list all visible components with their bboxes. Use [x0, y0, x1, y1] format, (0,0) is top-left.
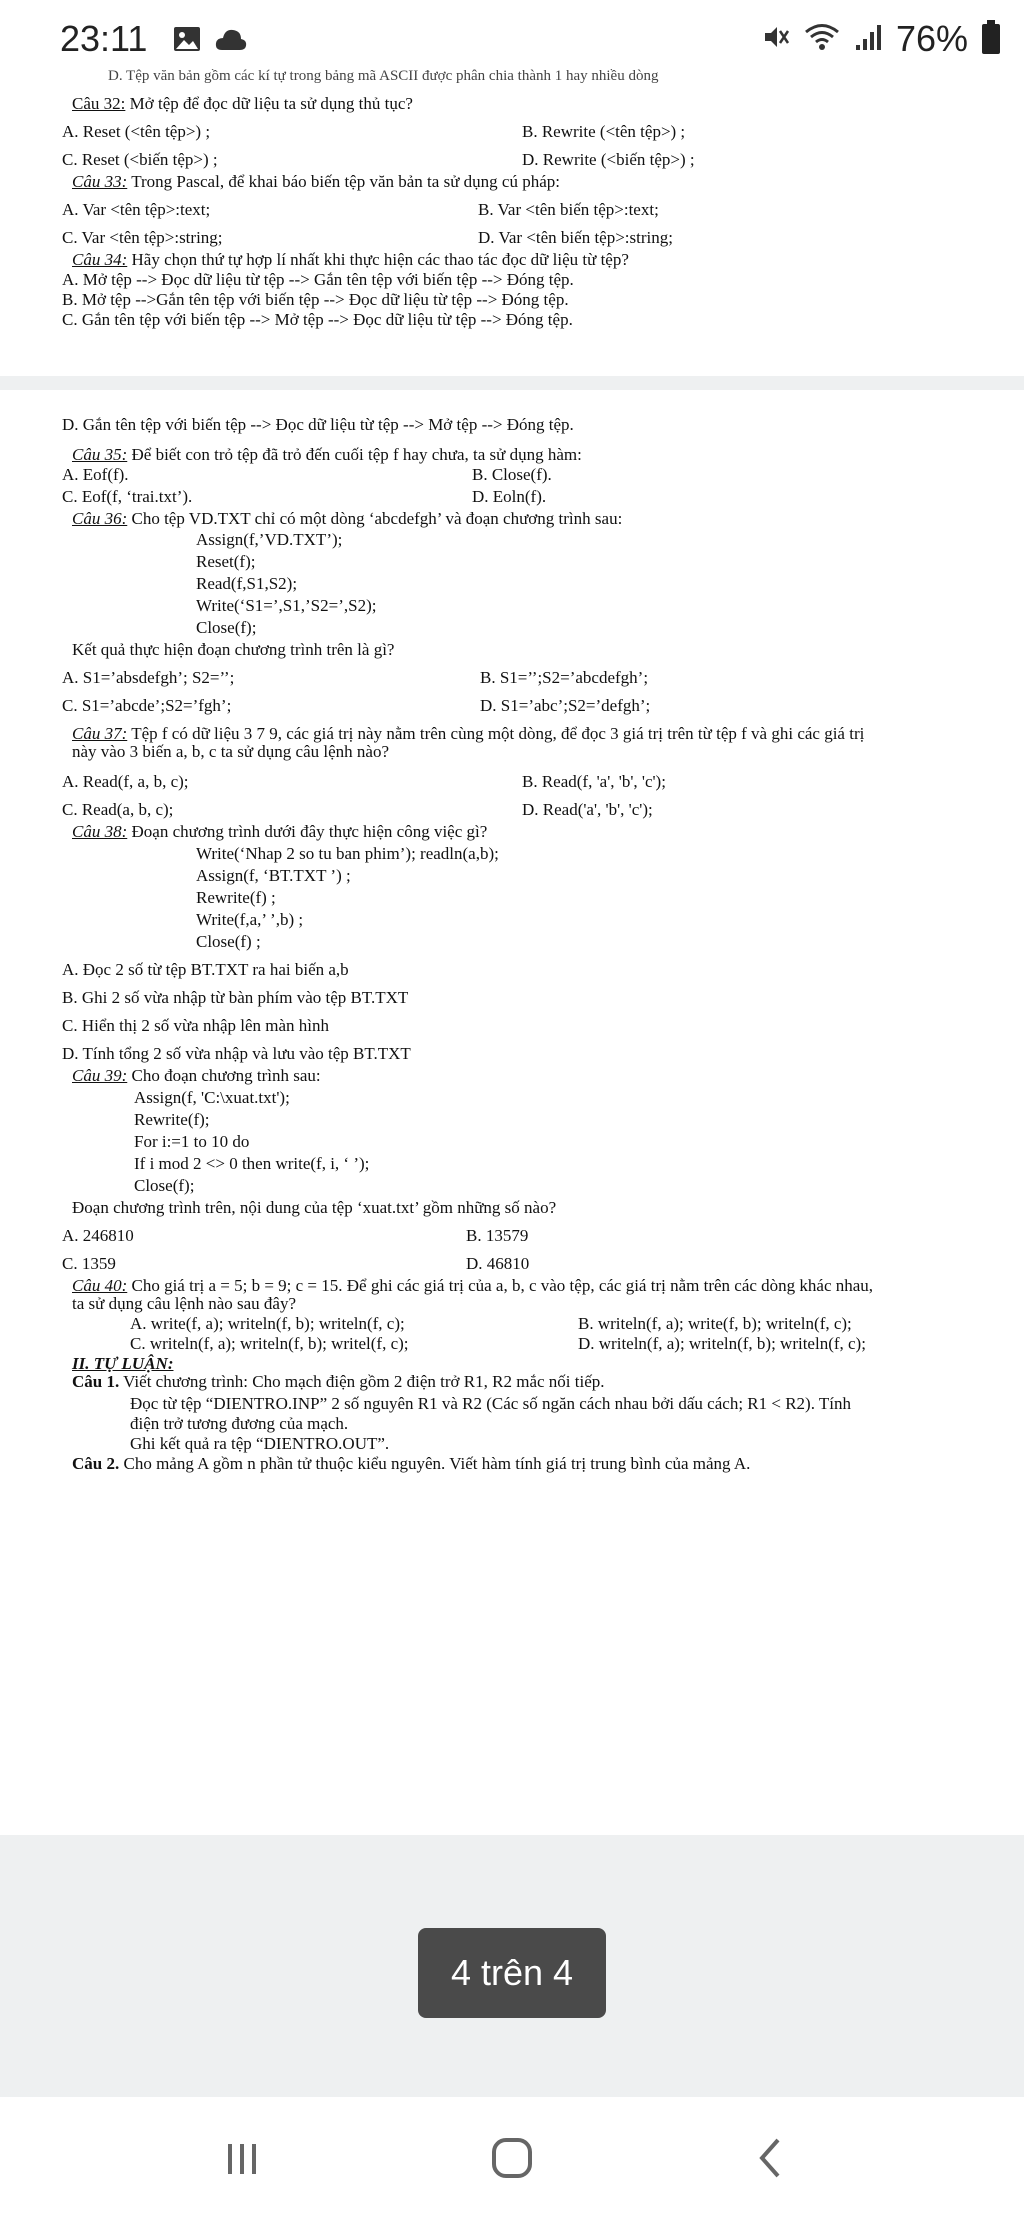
part-2-heading: II. TỰ LUẬN:: [72, 1354, 174, 1373]
option-c: C. Eof(f, ‘trai.txt’).: [62, 487, 193, 506]
option-a: A. Read(f, a, b, c);: [62, 772, 189, 791]
document-page-4: [0, 390, 1024, 1835]
gallery-icon: [172, 24, 202, 59]
cut-line: D. Tệp văn bản gồm các kí tự trong bảng mã ASCII được phân chia thành 1 hay nhiều dòng: [108, 68, 659, 84]
code-line: Write(‘S1=’,S1,’S2=’,S2);: [196, 596, 377, 615]
code-line: Assign(f,’VD.TXT’);: [196, 530, 343, 549]
option-a: A. S1=’absdefgh’; S2=’’;: [62, 668, 235, 687]
option-c: C. Read(a, b, c);: [62, 800, 174, 819]
option-b: B. 13579: [466, 1226, 529, 1245]
question-39: Câu 39: Cho đoạn chương trình sau:: [72, 1066, 321, 1085]
option-c: C. Hiển thị 2 số vừa nhập lên màn hình: [62, 1016, 330, 1035]
option-d: D. Tính tổng 2 số vừa nhập và lưu vào tệp BT.TXT: [62, 1044, 411, 1063]
back-icon: [752, 2136, 792, 2180]
cloud-icon: [214, 26, 248, 57]
option-b: B. Ghi 2 số vừa nhập từ bàn phím vào tệp BT.TXT: [62, 988, 409, 1007]
code-line: Rewrite(f);: [134, 1110, 210, 1129]
option-c: C. S1=’abcde’;S2=’fgh’;: [62, 696, 232, 715]
question-37: Câu 37: Tệp f có dữ liệu 3 7 9, các giá trị này nằm trên cùng một dòng, để đọc 3 giá trị trên từ tệp f và ghi các giá trị: [72, 724, 865, 743]
code-line: Assign(f, ‘BT.TXT ’) ;: [196, 866, 351, 885]
question-35: Câu 35: Để biết con trỏ tệp đã trỏ đến cuối tệp f hay chưa, ta sử dụng hàm:: [72, 445, 582, 464]
document-page-3: [0, 70, 1024, 376]
option-a: A. Đọc 2 số từ tệp BT.TXT ra hai biến a,b: [62, 960, 349, 979]
mute-icon: [762, 18, 790, 60]
page-gap: [0, 376, 1024, 390]
question-33: Câu 33: Trong Pascal, để khai báo biến tệp văn bản ta sử dụng cú pháp:: [72, 172, 560, 191]
question-ask: Kết quả thực hiện đoạn chương trình trên là gì?: [72, 640, 395, 659]
question-40-cont: ta sử dụng câu lệnh nào sau đây?: [72, 1294, 297, 1313]
code-line: If i mod 2 <> 0 then write(f, i, ‘ ’);: [134, 1154, 370, 1173]
option-d: D. Rewrite (<biến tệp>) ;: [522, 150, 695, 169]
option-b: B. Mở tệp -->Gắn tên tệp với biến tệp --> Đọc dữ liệu từ tệp --> Đóng tệp.: [62, 290, 569, 309]
option-b: B. Read(f, 'a', 'b', 'c');: [522, 772, 666, 791]
code-line: Assign(f, 'C:\xuat.txt');: [134, 1088, 290, 1107]
option-d: D. Var <tên biến tệp>:string;: [478, 228, 673, 247]
option-b: B. Var <tên biến tệp>:text;: [478, 200, 659, 219]
code-line: Write(‘Nhap 2 so tu ban phim’); readln(a,b);: [196, 844, 499, 863]
question-38: Câu 38: Đoạn chương trình dưới đây thực hiện công việc gì?: [72, 822, 488, 841]
option-a: A. Eof(f).: [62, 465, 129, 484]
code-line: For i:=1 to 10 do: [134, 1132, 250, 1151]
recent-apps-button[interactable]: [172, 2097, 312, 2219]
option-b: B. writeln(f, a); write(f, b); writeln(f, c);: [578, 1314, 852, 1333]
option-c: C. 1359: [62, 1254, 116, 1273]
code-line: Read(f,S1,S2);: [196, 574, 298, 593]
option-d: D. S1=’abc’;S2=’defgh’;: [480, 696, 651, 715]
option-a: A. 246810: [62, 1226, 134, 1245]
option-d: D. writeln(f, a); writeln(f, b); writeln(f, c);: [578, 1334, 866, 1353]
essay-1-line: điện trở tương đương của mạch.: [130, 1414, 349, 1433]
question-40: Câu 40: Cho giá trị a = 5; b = 9; c = 15. Để ghi các giá trị của a, b, c vào tệp, các giá trị nằm trên các dòng khác nhau,: [72, 1276, 874, 1295]
wifi-icon: [804, 18, 840, 60]
option-a: A. Reset (<tên tệp>) ;: [62, 122, 211, 141]
option-a: A. Var <tên tệp>:text;: [62, 200, 211, 219]
signal-icon: [854, 18, 882, 60]
question-37-cont: này vào 3 biến a, b, c ta sử dụng câu lệnh nào?: [72, 742, 389, 761]
option-c: C. Var <tên tệp>:string;: [62, 228, 223, 247]
home-button[interactable]: [442, 2097, 582, 2219]
option-a: A. write(f, a); writeln(f, b); writeln(f, c);: [130, 1314, 405, 1333]
option-b: B. Close(f).: [472, 465, 552, 484]
status-time: 23:11: [60, 18, 148, 59]
page-indicator: 4 trên 4: [418, 1928, 606, 2018]
option-d: D. Read('a', 'b', 'c');: [522, 800, 653, 819]
option-c: C. Gắn tên tệp với biến tệp --> Mở tệp --> Đọc dữ liệu từ tệp --> Đóng tệp.: [62, 310, 573, 329]
option-c: C. Reset (<biến tệp>) ;: [62, 150, 218, 169]
navigation-bar: [0, 2097, 1024, 2219]
option-a: A. Mở tệp --> Đọc dữ liệu từ tệp --> Gắn tên tệp với biến tệp --> Đóng tệp.: [62, 270, 574, 289]
battery-percent: 76%: [895, 18, 968, 59]
code-line: Close(f);: [134, 1176, 195, 1195]
code-line: Write(f,a,’ ’,b) ;: [196, 910, 304, 929]
essay-1-line: Đọc từ tệp “DIENTRO.INP” 2 số nguyên R1 và R2 (Các số ngăn cách nhau bởi dấu cách; R1 < R2). Tính: [130, 1394, 852, 1413]
recent-apps-icon: [222, 2138, 262, 2178]
essay-1: Câu 1. Viết chương trình: Cho mạch điện gồm 2 điện trở R1, R2 mắc nối tiếp.: [72, 1372, 605, 1391]
essay-1-line: Ghi kết quả ra tệp “DIENTRO.OUT”.: [130, 1434, 390, 1453]
option-b: B. Rewrite (<tên tệp>) ;: [522, 122, 686, 141]
question-36: Câu 36: Cho tệp VD.TXT chỉ có một dòng ‘abcdefgh’ và đoạn chương trình sau:: [72, 509, 623, 528]
essay-2: Câu 2. Cho mảng A gồm n phần tử thuộc kiểu nguyên. Viết hàm tính giá trị trung bình của mảng A.: [72, 1454, 751, 1473]
code-line: Rewrite(f) ;: [196, 888, 276, 907]
home-icon: [490, 2136, 534, 2180]
option-d: D. Gắn tên tệp với biến tệp --> Đọc dữ liệu từ tệp --> Mở tệp --> Đóng tệp.: [62, 415, 574, 434]
question-ask: Đoạn chương trình trên, nội dung của tệp ‘xuat.txt’ gồm những số nào?: [72, 1198, 557, 1217]
back-button[interactable]: [702, 2097, 842, 2219]
question-32: Câu 32: Mở tệp để đọc dữ liệu ta sử dụng thủ tục?: [72, 94, 413, 113]
question-34: Câu 34: Hãy chọn thứ tự hợp lí nhất khi thực hiện các thao tác đọc dữ liệu từ tệp?: [72, 250, 629, 269]
code-line: Reset(f);: [196, 552, 256, 571]
battery-icon: [982, 24, 1000, 54]
option-d: D. Eoln(f).: [472, 487, 547, 506]
option-b: B. S1=’’;S2=’abcdefgh’;: [480, 668, 649, 687]
code-line: Close(f);: [196, 618, 257, 637]
option-c: C. writeln(f, a); writeln(f, b); writel(f, c);: [130, 1334, 409, 1353]
option-d: D. 46810: [466, 1254, 530, 1273]
code-line: Close(f) ;: [196, 932, 261, 951]
